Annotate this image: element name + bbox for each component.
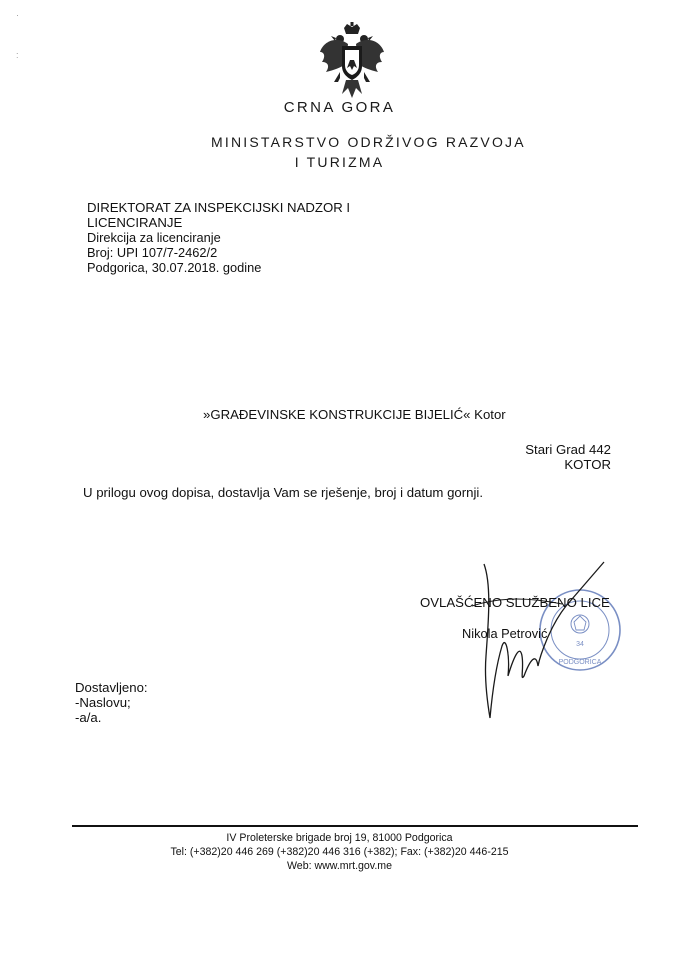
delivery-item: -a/a. [75, 710, 102, 725]
delivery-label: Dostavljeno: [75, 680, 148, 695]
sender-department: Direkcija za licenciranje [87, 230, 221, 245]
sender-directorate: DIREKTORAT ZA INSPEKCIJSKI NADZOR I [87, 200, 351, 215]
reference-number: Broj: UPI 107/7-2462/2 [87, 245, 218, 260]
ministry-name-line1: MINISTARSTVO ODRŽIVOG RAZVOJA [211, 134, 526, 150]
footer-divider [72, 825, 638, 827]
official-name: Nikola Petrović [462, 626, 548, 641]
margin-mark: · : [16, 10, 19, 60]
letter-body: U prilogu ovog dopisa, dostavlja Vam se rješenje, broj i datum gornji. [83, 485, 483, 500]
delivery-item: -Naslovu; [75, 695, 131, 710]
handwritten-signature-icon [462, 556, 612, 726]
footer-web: Web: www.mrt.gov.me [287, 860, 392, 872]
recipient-city: KOTOR [564, 457, 611, 472]
country-name: CRNA GORA [283, 99, 396, 116]
recipient-name: »GRAĐEVINSKE KONSTRUKCIJE BIJELIĆ« Kotor [203, 407, 506, 422]
sender-directorate-cont: LICENCIRANJE [87, 215, 183, 230]
stamp-number: 34 [576, 641, 584, 648]
footer-contact: Tel: (+382)20 446 269 (+382)20 446 316 (+382); Fax: (+382)20 446-215 [170, 846, 509, 858]
stamp-city: PODGORICA [558, 659, 602, 666]
recipient-street: Stari Grad 442 [525, 442, 611, 457]
letter-date: Podgorica, 30.07.2018. godine [87, 260, 262, 275]
footer-address: IV Proleterske brigade broj 19, 81000 Podgorica [226, 832, 453, 844]
official-title: OVLAŠĆENO SLUŽBENO LICE [420, 595, 610, 610]
double-headed-eagle-coat-of-arms-icon [318, 22, 386, 100]
ministry-name-line2: I TURIZMA [294, 154, 385, 170]
